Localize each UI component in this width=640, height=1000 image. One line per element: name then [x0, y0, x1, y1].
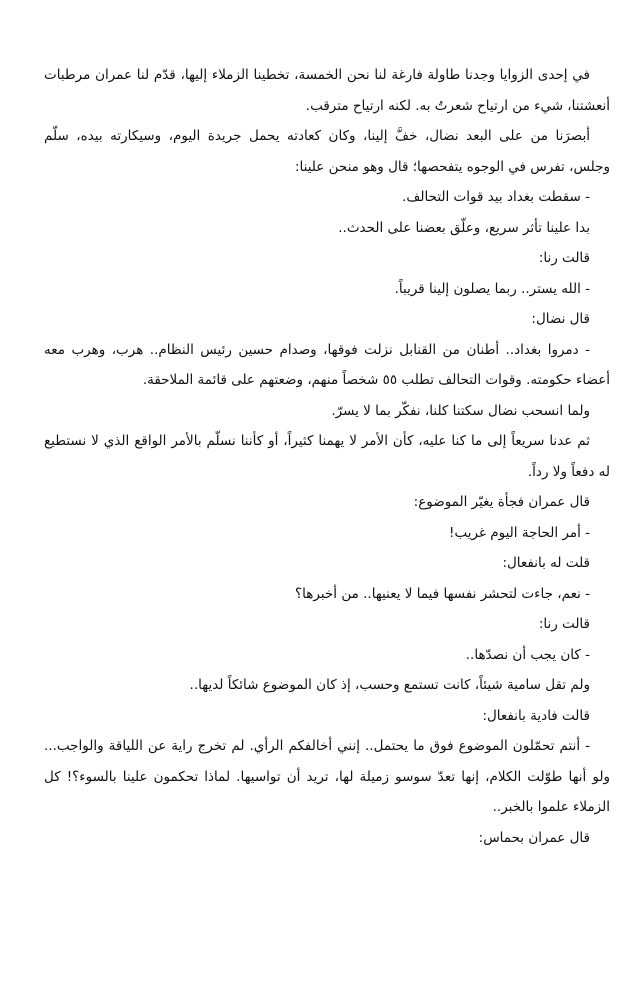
paragraph: بدا علينا تأثر سريع، وعلّق بعضنا على الحدث..	[338, 219, 590, 236]
dialogue-line: - كان يجب أن نصدّها..	[465, 646, 590, 663]
dialogue-line: - سقطت بغداد بيد قوات التحالف.	[402, 189, 590, 205]
paragraph: ثم عدنا سريعاً إلى ما كنا عليه، كأن الأمر لا يهمنا كثيراً، أو كأننا نسلّم بالأمر الواقع الذي لا نستطيع له دفعاً ولا رداً.	[44, 433, 610, 480]
paragraph: في إحدى الزوايا وجدنا طاولة فارغة لنا نحن الخمسة، تخطينا الزملاء إليها، قدّم لنا عمران مرطبات أنعشتنا، شيء من ارتياح شعرتُ به. لكنه ارتياح مترقب.	[44, 67, 610, 114]
paragraph: ولم تقل سامية شيئاً، كانت تستمع وحسب، إذ كان الموضوع شائكاً لديها..	[189, 677, 590, 693]
dialogue-line: - أنتم تحمّلون الموضوع فوق ما يحتمل.. إنني أخالفكم الرأي. لم تخرج راية عن اللياقة والواجب... ولو أنها طوّلت الكلام، إنها تعدّ سوسو زميلة لها، تريد أن تواسيها. لماذا تحكمون علينا بالسوء؟! كل الزملاء علموا بالخبر..	[44, 738, 610, 815]
speaker-line: قال نضال:	[531, 311, 590, 327]
paragraph: ولما انسحب نضال سكتنا كلنا، نفكّر بما لا يسرّ.	[331, 402, 590, 419]
speaker-line: قلت له بانفعال:	[502, 555, 590, 571]
dialogue-line: - نعم، جاءت لتحشر نفسها فيما لا يعنيها.. من أخبرها؟	[295, 585, 590, 602]
speaker-line: قال عمران بحماس:	[478, 829, 590, 846]
dialogue-line: - دمروا بغداد.. أطنان من القنابل نزلت فوقها، وصدام حسين رئيس النظام.. هرب، وهرب معه أعضاء حكومته. وقوات التحالف تطلب ٥٥ شخصاً منهم، وضعتهم على قائمة الملاحقة.	[44, 341, 610, 388]
speaker-line: قالت رنا:	[538, 250, 590, 266]
speaker-line: قالت فادية بانفعال:	[482, 707, 590, 724]
document-page	[44, 60, 610, 853]
dialogue-line: - الله يستر.. ربما يصلون إلينا قريباً.	[394, 280, 590, 297]
speaker-line: قال عمران فجأة يغيّر الموضوع:	[413, 494, 590, 510]
speaker-line: قالت رنا:	[538, 616, 590, 632]
paragraph: أبصرَنا من على البعد نضال، خفَّ إلينا، وكان كعادته يحمل جريدة اليوم، وسيكارته بيده، سلّم وجلس، تفرس في الوجوه يتفحصها؛ قال وهو منحن علينا:	[44, 128, 610, 175]
dialogue-line: - أمر الحاجة اليوم غريب!	[449, 524, 590, 541]
